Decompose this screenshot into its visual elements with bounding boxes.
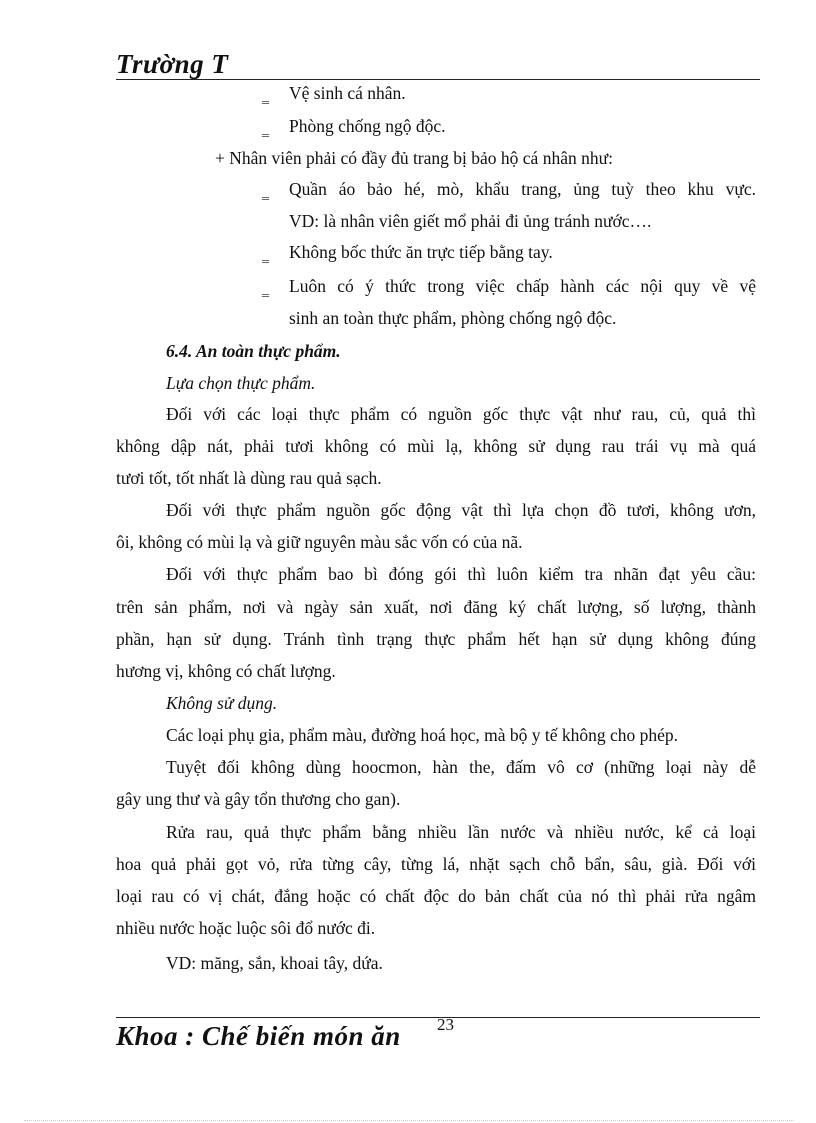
text-line: Các loại phụ gia, phẩm màu, đường hoá học, mà bộ y tế không cho phép. [166,725,679,745]
text-line: Đối với các loại thực phẩm có nguồn gốc thực vật như rau, củ, quả thì [166,404,756,424]
page-number: 23 [437,1015,454,1034]
text-line: Quần áo bảo hé, mò, khẩu trang, ủng tuỳ theo khu vực. [289,179,756,199]
footer-title: Khoa : Chế biến món ăn [116,1021,401,1051]
text-line: trên sản phẩm, nơi và ngày sản xuất, nơi đăng ký chất lượng, số lượng, thành [116,597,756,617]
subheading: Không sử dụng. [166,693,278,713]
text-line: ôi, không có mùi lạ và giữ nguyên màu sắc vốn có của nã. [116,532,523,552]
section-heading: 6.4. An toàn thực phẩm. [166,341,341,361]
page-bottom-border [24,1120,794,1121]
bullet-dash: ‗ [262,122,269,137]
page-header-title: Trường T [116,49,229,79]
text-line: Luôn có ý thức trong việc chấp hành các nội quy về vệ [289,276,756,296]
text-line: Phòng chống ngộ độc. [289,116,446,136]
text-line: Vệ sinh cá nhân. [289,83,406,103]
text-line: Đối với thực phẩm nguồn gốc động vật thì lựa chọn đồ tươi, không ươn, [166,500,756,520]
text-line: gây ung thư và gây tổn thương cho gan). [116,789,401,809]
text-line: sinh an toàn thực phẩm, phòng chống ngộ độc. [289,308,617,328]
subheading: Lựa chọn thực phẩm. [166,373,316,393]
bullet-dash: ‗ [262,89,269,104]
text-line: Rửa rau, quả thực phẩm bằng nhiều lần nước và nhiều nước, kể cả loại [166,822,756,842]
text-line: hoa quả phải gọt vỏ, rửa từng cây, từng lá, nhặt sạch chỗ bẩn, sâu, già. Đối với [116,854,756,874]
text-line: Tuyệt đối không dùng hoocmon, hàn the, đấm vô cơ (những loại này dễ [166,757,756,777]
text-line: Đối với thực phẩm bao bì đóng gói thì luôn kiểm tra nhãn đạt yêu cầu: [166,564,756,584]
text-line: loại rau có vị chát, đắng hoặc có chất độc do bản chất của nó thì phải rửa ngâm [116,886,756,906]
bullet-dash: ‗ [262,282,269,297]
text-line: + Nhân viên phải có đầy đủ trang bị bảo hộ cá nhân như: [215,148,613,168]
text-line: phần, hạn sử dụng. Tránh tình trạng thực phẩm hết hạn sử dụng không đúng [116,629,756,649]
text-line: VD: măng, sắn, khoai tây, dứa. [166,953,383,973]
text-line: VD: là nhân viên giết mổ phải đi ủng tránh nước…. [289,211,652,231]
bullet-dash: ‗ [262,185,269,200]
text-line: tươi tốt, tốt nhất là dùng rau quả sạch. [116,468,382,488]
text-line: nhiều nước hoặc luộc sôi đổ nước đi. [116,918,376,938]
text-line: Không bốc thức ăn trực tiếp bằng tay. [289,242,553,262]
bullet-dash: ‗ [262,248,269,263]
header-rule [116,79,760,80]
text-line: hương vị, không có chất lượng. [116,661,336,681]
text-line: không dập nát, phải tươi không có mùi lạ, không sử dụng rau trái vụ mà quá [116,436,756,456]
